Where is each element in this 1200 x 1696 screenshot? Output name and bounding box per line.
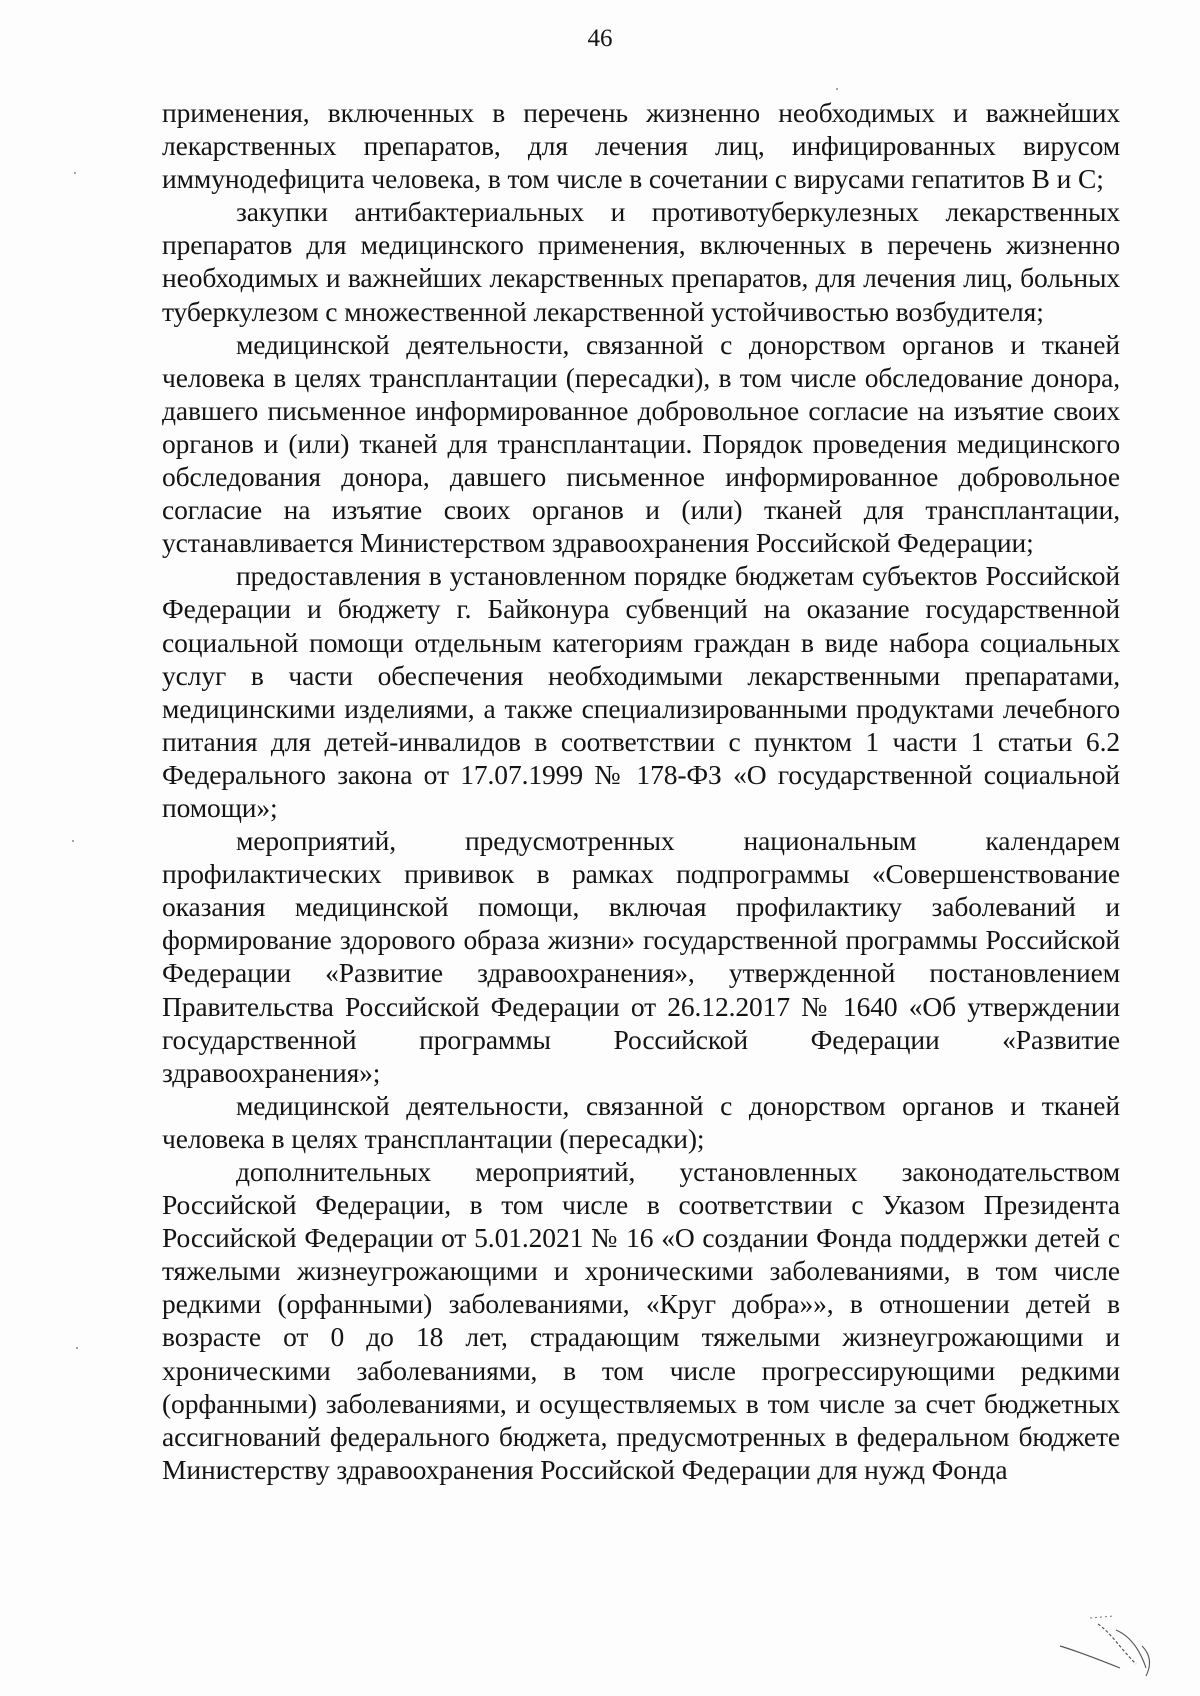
scan-speck (836, 88, 838, 90)
paragraph-6: медицинской деятельности, связанной с донорством органов и тканей человека в целях трансплантации (пересадки); (162, 1089, 1120, 1154)
paragraph-5: мероприятий, предусмотренных национальным календарем профилактических прививок в рамках подпрограммы «Совершенствование оказания медицинской помощи, включая профилактику заболеваний и формирование здорового образа жизни» государственной программы Российской Федерации «Развитие здравоохранения», утвержденной постановлением Правительства Российской Федерации от 26.12.2017 № 1640 «Об утверждении государственной программы Российской Федерации «Развитие здравоохранения»; (162, 825, 1120, 1088)
paragraph-7: дополнительных мероприятий, установленных законодательством Российской Федерации, в том числе в соответствии с Указом Президента Российской Федерации от 5.01.2021 № 16 «О создании Фонда поддержки детей с тяжелыми жизнеугрожающими и хроническими заболеваниями, в том числе редкими (орфанными) заболеваниями, «Круг добра»», в отношении детей в возрасте от 0 до 18 лет, страдающим тяжелыми жизнеугрожающими и хроническими заболеваниями, в том числе прогрессирующими редкими (орфанными) заболеваниями, и осуществляемых в том числе за счет бюджетных ассигнований федерального бюджета, предусмотренных в федеральном бюджете Министерству здравоохранения Российской Федерации для нужд Фонда (162, 1156, 1120, 1485)
paragraph-4: предоставления в установленном порядке бюджетам субъектов Российской Федерации и бюджету г. Байконура субвенций на оказание государственной социальной помощи отдельным категориям граждан в виде набора социальных услуг в части обеспечения необходимыми лекарственными препаратами, медицинскими изделиями, а также специализированными продуктами лечебного питания для детей-инвалидов в соответствии с пунктом 1 части 1 статьи 6.2 Федерального закона от 17.07.1999 № 178-ФЗ «О государственной социальной помощи»; (162, 560, 1120, 823)
page-number: 46 (587, 25, 613, 52)
scan-speck (72, 840, 74, 842)
scan-speck (76, 1347, 78, 1349)
document-body (162, 96, 1120, 1486)
scan-speck (74, 172, 76, 174)
paragraph-3: медицинской деятельности, связанной с донорством органов и тканей человека в целях трансплантации (пересадки), в том числе обследование донора, давшего письменное информированное добровольное согласие на изъятие своих органов и (или) тканей для трансплантации. Порядок проведения медицинского обследования донора, давшего письменное информированное добровольное согласие на изъятие своих органов и (или) тканей для трансплантации, устанавливается Министерством здравоохранения Российской Федерации; (162, 328, 1120, 559)
paragraph-2: закупки антибактериальных и противотуберкулезных лекарственных препаратов для медицинского применения, включенных в перечень жизненно необходимых и важнейших лекарственных препаратов, для лечения лиц, больных туберкулезом с множественной лекарственной устойчивостью возбудителя; (162, 196, 1120, 327)
initials-mark-icon (1050, 1610, 1160, 1680)
paragraph-1: применения, включенных в перечень жизненно необходимых и важнейших лекарственных препаратов, для лечения лиц, инфицированных вирусом иммунодефицита человека, в том числе в сочетании с вирусами гепатитов В и С; (162, 97, 1120, 195)
